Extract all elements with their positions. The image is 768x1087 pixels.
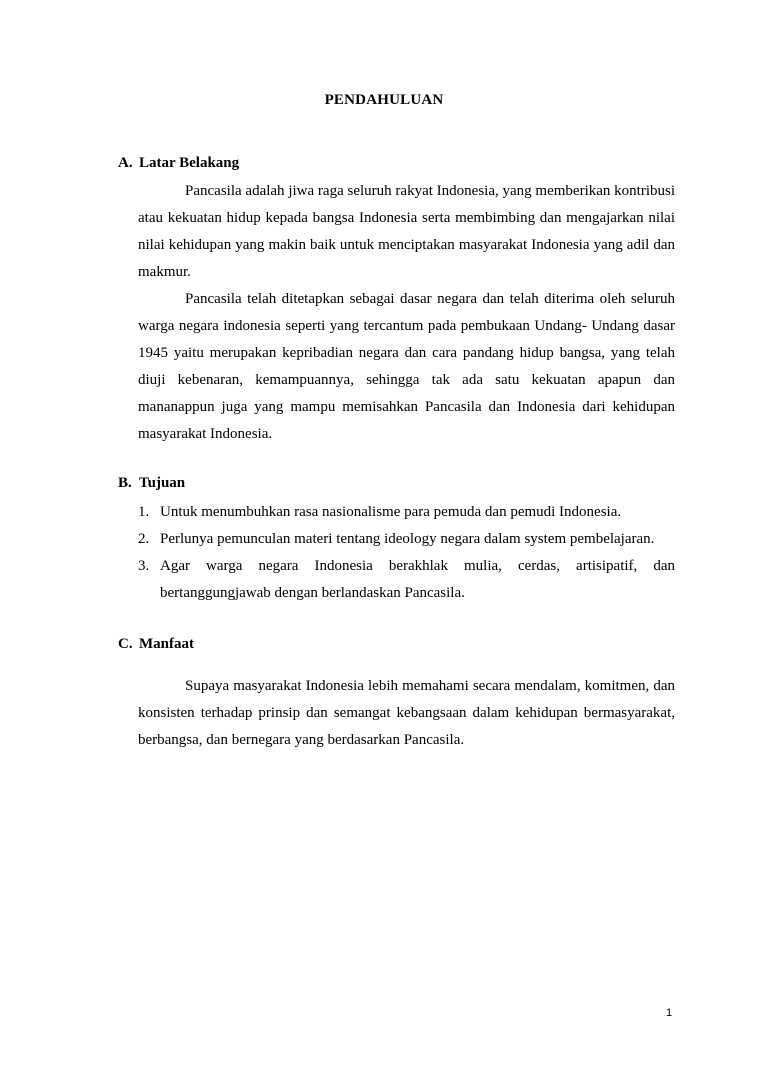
list-item-text: Agar warga negara Indonesia berakhlak mulia, cerdas, artisipatif, dan bertanggungjawab dengan berlandaskan Pancasila. bbox=[160, 558, 675, 601]
list-item-text: Untuk menumbuhkan rasa nasionalisme para pemuda dan pemudi Indonesia. bbox=[160, 504, 622, 520]
section-a-paragraph-1: Pancasila adalah jiwa raga seluruh rakyat Indonesia, yang memberikan kontribusi atau kekuatan hidup kepada bangsa Indonesia serta membimbing dan mengajarkan nilai nilai kehidupan yang makin baik untuk menciptakan masyarakat Indonesia yang adil dan makmur. bbox=[138, 183, 675, 280]
list-item-number: 2. bbox=[138, 531, 150, 547]
list-item bbox=[138, 553, 675, 607]
list-item bbox=[138, 526, 675, 553]
section-a-heading bbox=[118, 155, 239, 172]
page-number: 1 bbox=[666, 1007, 673, 1019]
section-a-title: Latar Belakang bbox=[139, 155, 240, 171]
section-c-letter: C. bbox=[118, 636, 133, 652]
section-c-paragraph-1: Supaya masyarakat Indonesia lebih memahami secara mendalam, komitmen, dan konsisten terhadap prinsip dan semangat kebangsaan dalam kehidupan bermasyarakat, berbangsa, dan bernegara yang berdasarkan Pancasila. bbox=[138, 678, 675, 748]
list-item-text: Perlunya pemunculan materi tentang ideology negara dalam system pembelajaran. bbox=[160, 531, 655, 547]
section-c-title: Manfaat bbox=[139, 636, 194, 652]
section-b-title: Tujuan bbox=[139, 475, 186, 491]
section-a-paragraph-2: Pancasila telah ditetapkan sebagai dasar negara dan telah diterima oleh seluruh warga negara indonesia seperti yang tercantum pada pembukaan Undang- Undang dasar 1945 yaitu merupakan kepribadian negara dan cara pandang hidup bangsa, yang telah diuji kebenaran, kemampuannya, sehingga tak ada satu kekuatan apapun dan mananappun juga yang mampu memisahkan Pancasila dan Indonesia dari kehidupan masyarakat Indonesia. bbox=[138, 291, 675, 442]
list-item-number: 3. bbox=[138, 558, 150, 574]
section-a-letter: A. bbox=[118, 155, 133, 171]
page-title: PENDAHULUAN bbox=[324, 92, 444, 108]
section-b-letter: B. bbox=[118, 475, 132, 491]
section-c-heading bbox=[118, 636, 194, 653]
tujuan-list bbox=[138, 499, 675, 607]
list-item bbox=[138, 499, 675, 526]
section-b-heading bbox=[118, 475, 185, 492]
list-item-number: 1. bbox=[138, 504, 150, 520]
